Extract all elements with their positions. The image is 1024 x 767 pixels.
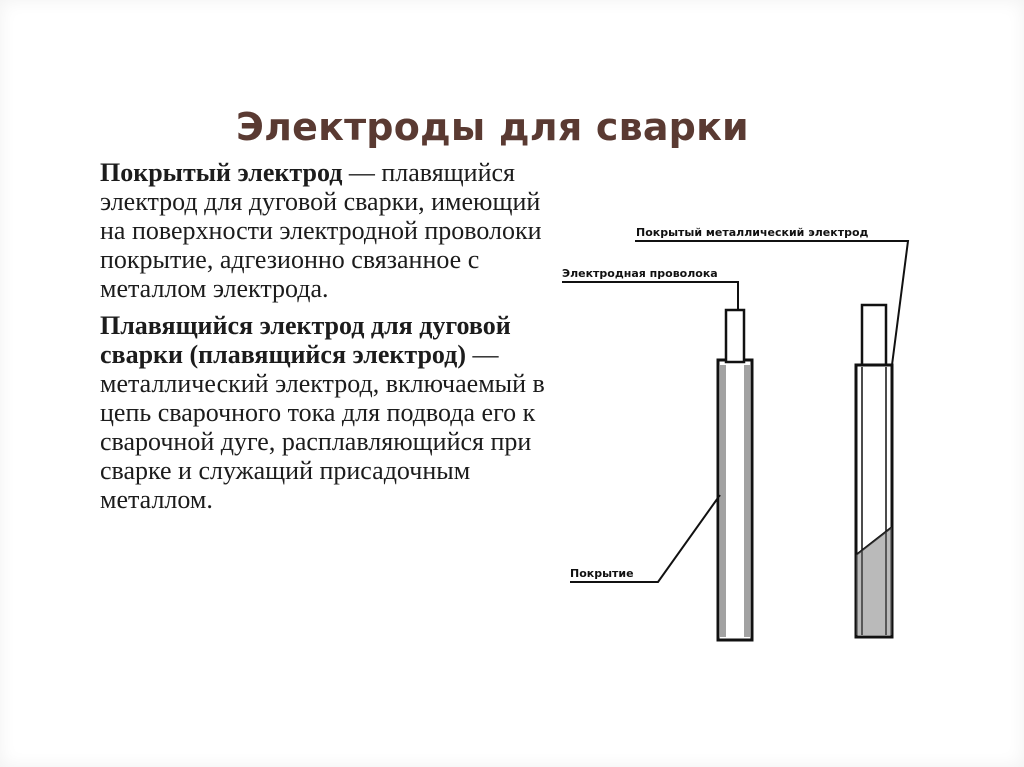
definition-consumable-electrode	[100, 311, 570, 514]
term-coated-electrode: Покрытый электрод	[100, 158, 343, 187]
slide-title: Электроды для сварки	[236, 105, 749, 149]
electrode-left-coating-texture-right	[744, 365, 750, 637]
definition-coated-electrode-text: — плавящийся электрод для дуговой сварки, имеющий на поверхности электродной проволоки покрытие, адгезионно связанное с металлом электрода.	[100, 158, 542, 303]
definitions-text	[100, 158, 570, 522]
electrode-left-wire-tip	[726, 310, 744, 362]
label-coating: Покрытие	[570, 567, 634, 580]
label-coated-electrode: Покрытый металлический электрод	[636, 226, 869, 239]
term-consumable-electrode: Плавящийся электрод для дуговой сварки (плавящийся электрод)	[100, 311, 511, 369]
electrode-left	[718, 310, 752, 640]
electrode-right-wire-tip	[862, 305, 886, 367]
definition-consumable-electrode-text: — металлический электрод, включаемый в цепь сварочного тока для подвода его к сварочной дуге, расплавляющийся при сварке и служащий присадочным металлом.	[100, 340, 545, 514]
definition-coated-electrode	[100, 158, 570, 303]
label-wire: Электродная проволока	[562, 267, 718, 280]
electrode-right	[856, 305, 892, 637]
electrode-diagram	[540, 205, 920, 665]
electrode-left-coating-texture	[720, 365, 726, 637]
leader-wire	[562, 282, 738, 311]
